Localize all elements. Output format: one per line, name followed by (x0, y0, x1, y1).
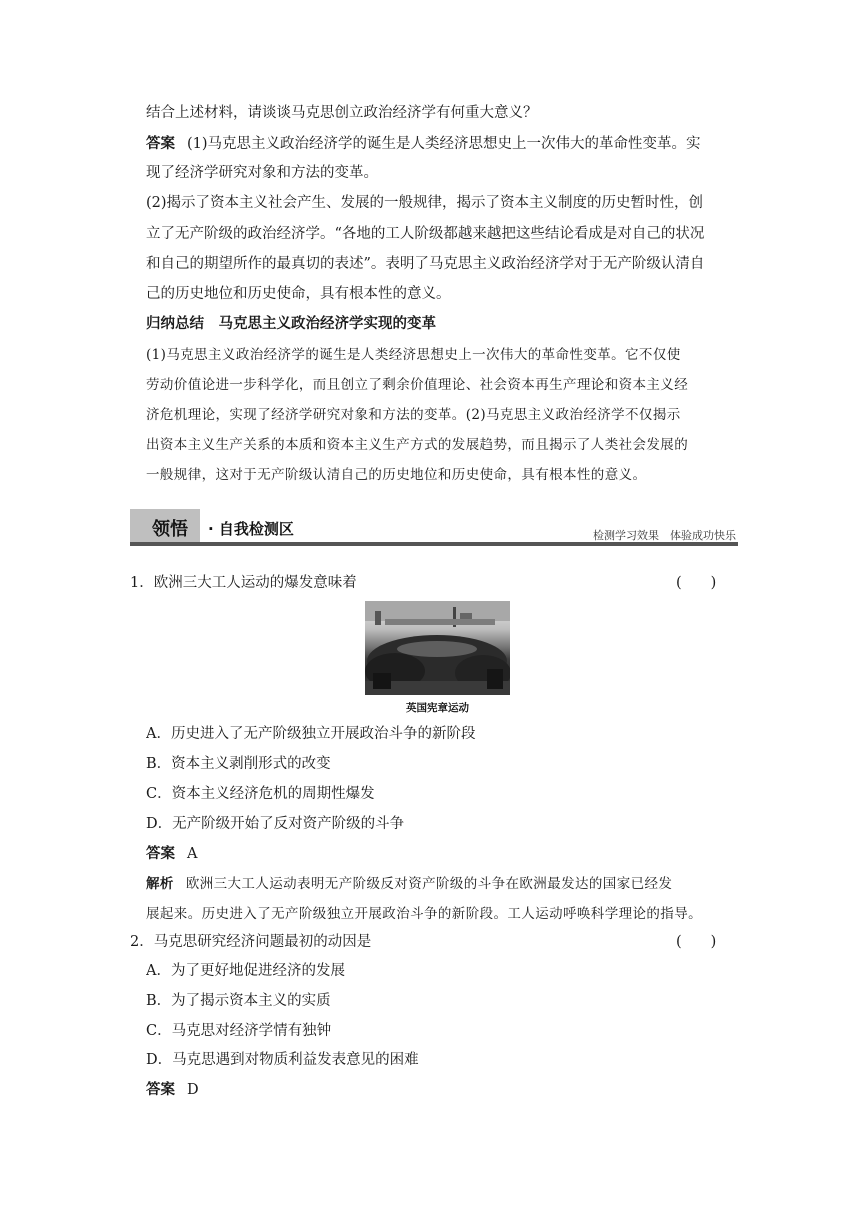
question-2-answer-blank: ( ) (676, 934, 717, 950)
crowd-illustration (365, 601, 510, 695)
summary-line: 一般规律，这对于无产阶级认清自己的历史地位和历史使命，具有根本性的意义。 (146, 467, 647, 483)
summary-line: (1)马克思主义政治经济学的诞生是人类经济思想史上一次伟大的革命性变革。它不仅使 (146, 347, 681, 363)
question-2-stem: 2．马克思研究经济问题最初的动因是 (130, 934, 372, 950)
question-1-analysis: 解析 欧洲三大工人运动表明无产阶级反对资产阶级的斗争在欧洲最发达的国家已经发 (146, 876, 673, 892)
question-1-option-a: A．历史进入了无产阶级独立开展政治斗争的新阶段 (146, 726, 476, 742)
question-1-analysis: 展起来。历史进入了无产阶级独立开展政治斗争的新阶段。工人运动呼唤科学理论的指导。 (146, 906, 702, 922)
answer-label: 答案 (146, 136, 175, 152)
answer-label: 答案 (146, 846, 175, 862)
question-1-option-b: B．资本主义剥削形式的改变 (146, 756, 331, 772)
intro-answer-line: 和自己的期望所作的最真切的表述”。表明了马克思主义政治经济学对于无产阶级认清自 (146, 256, 705, 272)
analysis-label: 解析 (146, 876, 174, 892)
intro-answer-line: 立了无产阶级的政治经济学。“各地的工人阶级都越来越把这些结论看成是对自己的状况 (146, 226, 705, 242)
question-2-option-b: B．为了揭示资本主义的实质 (146, 993, 331, 1009)
summary-line: 济危机理论，实现了经济学研究对象和方法的变革。(2)马克思主义政治经济学不仅揭示 (146, 407, 681, 423)
intro-question: 结合上述材料，请谈谈马克思创立政治经济学有何重大意义？ (146, 105, 538, 121)
question-2-option-a: A．为了更好地促进经济的发展 (146, 963, 345, 979)
summary-line: 出资本主义生产关系的本质和资本主义生产方式的发展趋势，而且揭示了人类社会发展的 (146, 437, 689, 453)
question-1-stem: 1．欧洲三大工人运动的爆发意味着 (130, 575, 357, 591)
section-banner (130, 509, 738, 546)
banner-slogan: 检测学习效果 体验成功快乐 (593, 529, 736, 542)
question-2-answer: 答案 D (146, 1082, 199, 1098)
chartist-movement-photo (365, 601, 510, 695)
question-1-answer: 答案 A (146, 846, 198, 862)
banner-title: 领悟 (152, 519, 188, 540)
summary-heading: 归纳总结 马克思主义政治经济学实现的变革 (146, 316, 436, 332)
banner-subtitle: · 自我检测区 (208, 520, 294, 538)
banner-rule (130, 542, 738, 546)
answer-label: 答案 (146, 1082, 175, 1098)
question-1-answer-blank: ( ) (676, 575, 717, 591)
summary-line: 劳动价值论进一步科学化，而且创立了剩余价值理论、社会资本再生产理论和资本主义经 (146, 377, 689, 393)
intro-answer-line: (2)揭示了资本主义社会产生、发展的一般规律，揭示了资本主义制度的历史暂时性，创 (146, 195, 704, 211)
question-1-option-c: C．资本主义经济危机的周期性爆发 (146, 786, 375, 802)
question-1-option-d: D．无产阶级开始了反对资产阶级的斗争 (146, 816, 405, 832)
question-2-option-c: C．马克思对经济学情有独钟 (146, 1023, 332, 1039)
intro-answer-line: 现了经济学研究对象和方法的变革。 (146, 165, 378, 181)
intro-answer-line: 答案 (1)马克思主义政治经济学的诞生是人类经济思想史上一次伟大的革命性变革。实 (146, 136, 701, 152)
intro-answer-line: 己的历史地位和历史使命，具有根本性的意义。 (146, 286, 451, 302)
photo-caption: 英国宪章运动 (406, 702, 469, 714)
question-2-option-d: D．马克思遇到对物质利益发表意见的困难 (146, 1052, 419, 1068)
